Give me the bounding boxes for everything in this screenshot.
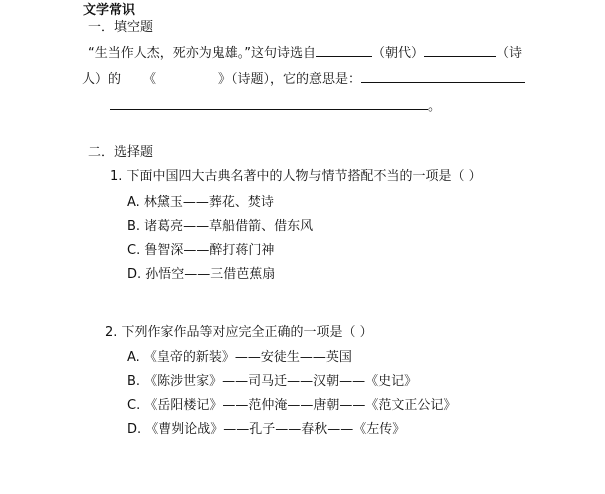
document-title: 文学常识: [83, 3, 136, 18]
section1-heading: 一．填空题: [88, 20, 154, 35]
meaning-blank[interactable]: [361, 70, 525, 83]
dynasty-blank[interactable]: [316, 44, 372, 57]
q1-option-a[interactable]: A. 林黛玉——葬花、焚诗: [127, 195, 274, 210]
choice-question-2-stem: 2. 下列作家作品等对应完全正确的一项是（ ）: [105, 325, 373, 340]
dynasty-label: （朝代）: [371, 46, 424, 61]
poet-label-open: （诗: [496, 46, 523, 61]
section2-heading: 二．选择题: [88, 145, 154, 160]
book-title-close: 》（诗题），它的意思是：: [218, 72, 362, 87]
q2-option-c[interactable]: C. 《岳阳楼记》——范仲淹——唐朝——《范文正公记》: [127, 398, 457, 413]
book-title-open: 《: [143, 72, 157, 87]
poet-blank[interactable]: [424, 44, 496, 57]
choice-question-1-stem: 1. 下面中国四大古典名著中的人物与情节搭配不当的一项是（ ）: [110, 169, 482, 184]
q2-option-d[interactable]: D. 《曹刿论战》——孔子——春秋——《左传》: [127, 422, 406, 437]
fill-question-line3: [110, 97, 441, 115]
fill-question-line1: [88, 44, 522, 62]
q2-option-a[interactable]: A. 《皇帝的新装》——安徒生——英国: [127, 350, 352, 365]
q2-option-b[interactable]: B. 《陈涉世家》——司马迁——汉朝——《史记》: [127, 374, 418, 389]
poet-label-close: 人）的: [82, 72, 122, 87]
q1-option-b[interactable]: B. 诸葛亮——草船借箭、借东风: [127, 219, 314, 234]
fill-question-line2: [82, 70, 525, 88]
fill-question-text: “生当作人杰，死亦为鬼雄。”这句诗选自: [88, 46, 316, 61]
q1-option-c[interactable]: C. 鲁智深——醉打蒋门神: [127, 243, 275, 258]
meaning-blank-continued[interactable]: [110, 97, 428, 110]
sentence-end: 。: [428, 99, 442, 114]
q1-option-d[interactable]: D. 孙悟空——三借芭蕉扇: [127, 267, 276, 282]
